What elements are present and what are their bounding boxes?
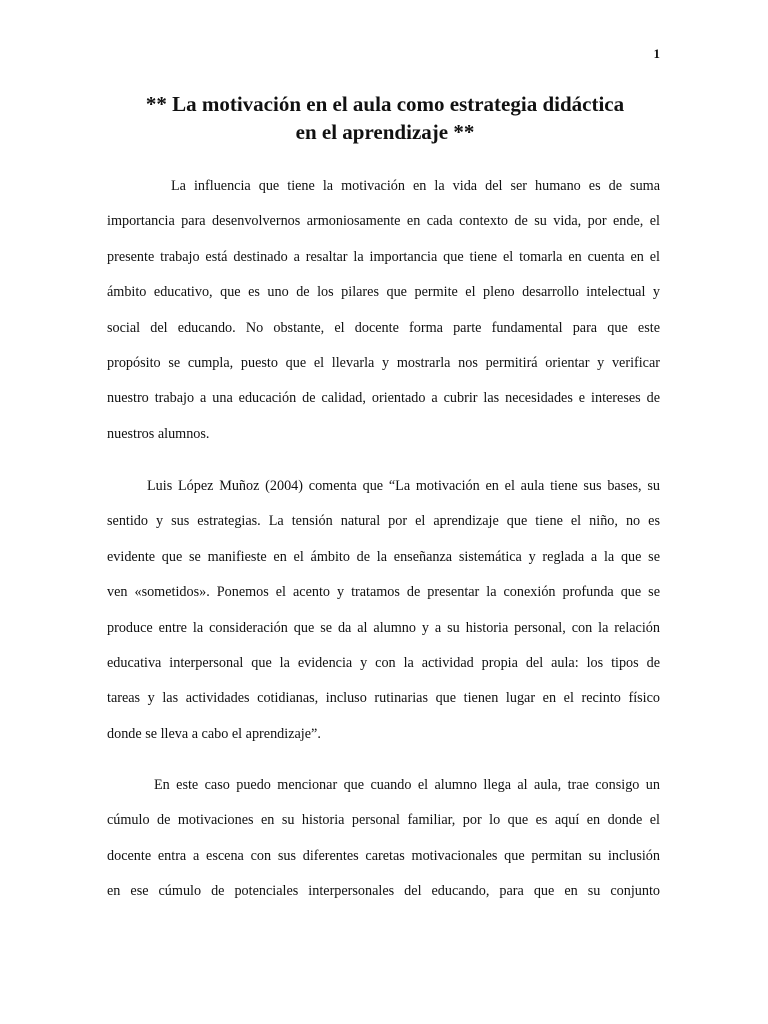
text-line: En este caso puedo mencionar que cuando el alumno llega al aula, trae consigo un: [154, 777, 660, 793]
page-number: 1: [653, 46, 660, 61]
text-line: educativa interpersonal que la evidencia y con la actividad propia del aula: los tipos de: [107, 654, 660, 671]
text-line: ven «sometidos». Ponemos el acento y tratamos de presentar la conexión profunda que se: [107, 584, 660, 601]
text-line: produce entre la consideración que se da al alumno y a su historia personal, con la relación: [107, 619, 660, 636]
text-line: docente entra a escena con sus diferentes caretas motivacionales que permitan su inclusión: [107, 847, 660, 864]
text-line: La influencia que tiene la motivación en la vida del ser humano es de suma: [171, 178, 660, 194]
text-line: cúmulo de motivaciones en su historia personal familiar, por lo que es aquí en donde el: [107, 812, 660, 829]
text-line: tareas y las actividades cotidianas, incluso rutinarias que tienen lugar en el recinto físico: [107, 690, 660, 707]
document-title: [80, 90, 690, 146]
text-line: ámbito educativo, que es uno de los pilares que permite el pleno desarrollo intelectual y: [107, 284, 660, 301]
text-line: sentido y sus estrategias. La tensión natural por el aprendizaje que tiene el niño, no es: [107, 513, 660, 530]
text-line: donde se lleva a cabo el aprendizaje”.: [107, 725, 321, 742]
paragraph-1: [107, 176, 660, 459]
title-line-1: ** La motivación en el aula como estrategia didáctica: [145, 92, 625, 116]
text-line: importancia para desenvolvernos armoniosamente en cada contexto de su vida, por ende, el: [107, 213, 660, 230]
text-line: evidente que se manifieste en el ámbito de la enseñanza sistemática y reglada a la que se: [107, 548, 660, 565]
text-line: nuestro trabajo a una educación de calidad, orientado a cubrir las necesidades e intereses de: [107, 390, 660, 407]
text-line: social del educando. No obstante, el docente forma parte fundamental para que este: [107, 319, 660, 336]
paragraph-3: [107, 775, 660, 917]
title-line-2: en el aprendizaje **: [295, 120, 475, 144]
text-line: propósito se cumpla, puesto que el llevarla y mostrarla nos permitirá orientar y verificar: [107, 354, 660, 371]
paragraph-2: [107, 476, 660, 759]
text-line: en ese cúmulo de potenciales interpersonales del educando, para que en su conjunto: [107, 883, 660, 900]
text-line: Luis López Muñoz (2004) comenta que “La motivación en el aula tiene sus bases, su: [147, 478, 660, 494]
text-line: nuestros alumnos.: [107, 425, 210, 442]
text-line: presente trabajo está destinado a resaltar la importancia que tiene el tomarla en cuenta en el: [107, 248, 660, 265]
